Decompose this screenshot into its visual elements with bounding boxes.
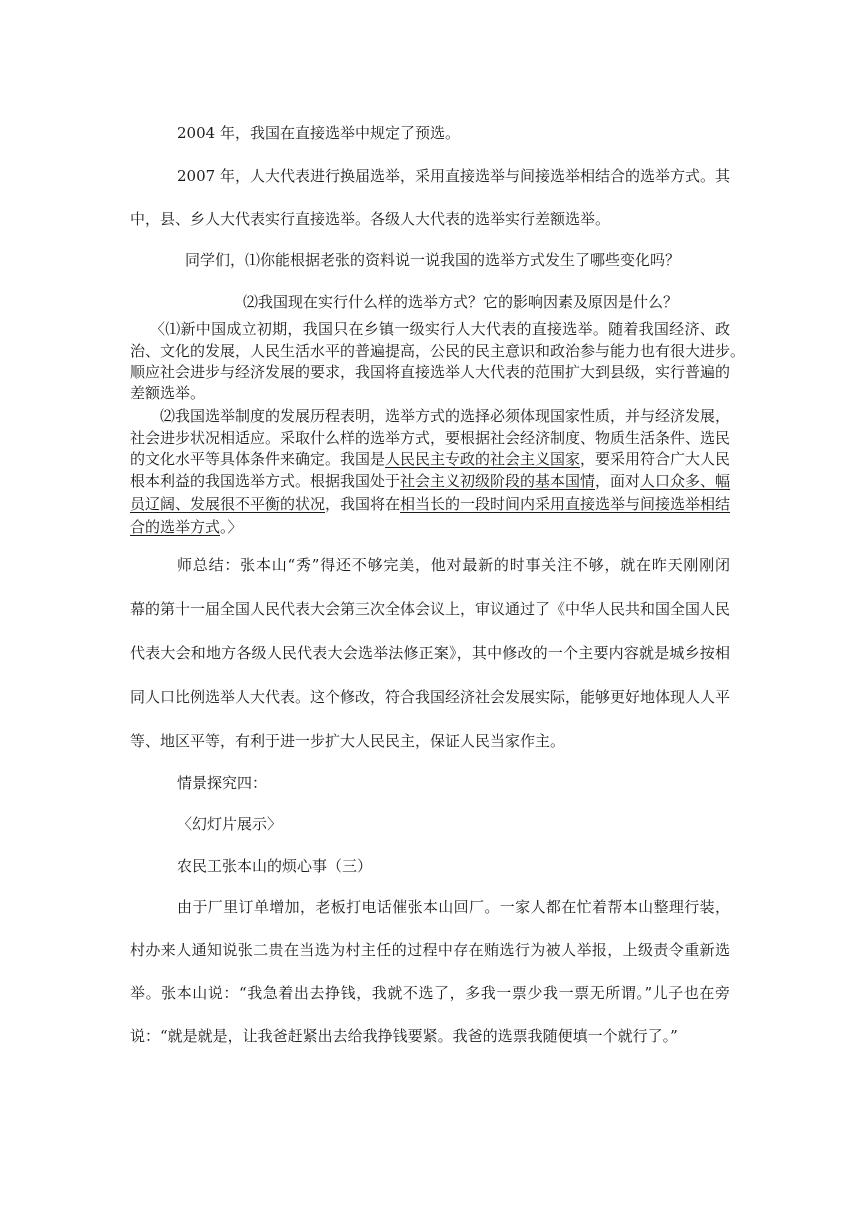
underlined-phrase: 员辽阔、发展很不平衡的状况 [130, 495, 326, 513]
answer-2-line-6 [130, 518, 730, 536]
answer-2-line-6-end: 。〉 [220, 518, 243, 536]
underlined-phrase: 人民民主专政的社会主义国家 [385, 450, 581, 468]
summary-line-5: 等、地区平等，有利于进一步扩大人民民主，保证人民当家作主。 [130, 732, 566, 750]
question-1: 同学们，⑴你能根据老张的资料说一说我国的选举方式发生了哪些变化吗？ [185, 251, 681, 269]
answer-2-line-4 [130, 472, 730, 490]
question-2: ⑵我国现在实行什么样的选举方式？它的影响因素及原因是什么？ [243, 293, 679, 311]
underlined-phrase: 人口众多、幅 [640, 472, 731, 490]
story-line-4: 说：“就是就是，让我爸赶紧出去给我挣钱要紧。我爸的选票我随便填一个就行了。” [130, 1027, 678, 1045]
paragraph-2004: 2004 年，我国在直接选举中规定了预选。 [177, 124, 460, 142]
answer-2-line-2: 社会进步状况相适应。采取什么样的选举方式，要根据社会经济制度、物质生活条件、选民 [130, 429, 731, 447]
slide-note: 〈幻灯片展示〉 [177, 815, 283, 833]
scene-4-heading: 情景探究四： [177, 774, 268, 792]
answer-2-line-5 [130, 495, 730, 513]
answer-2-line-1: ⑵我国选举制度的发展历程表明，选举方式的选择必须体现国家性质，并与经济发展， [160, 407, 731, 425]
summary-line-4: 同人口比例选举人大代表。这个修改，符合我国经济社会发展实际，能够更好地体现人人平 [130, 688, 731, 706]
answer-2-line-3-end: ，要采用符合广大人民 [580, 450, 731, 468]
answer-1-line-1: 〈⑴新中国成立初期，我国只在乡镇一级实行人大代表的直接选举。随着我国经济、政 [150, 320, 730, 338]
summary-line-3: 代表大会和地方各级人民代表大会选举法修正案》，其中修改的一个主要内容就是城乡按相 [130, 644, 730, 662]
story-line-3: 举。张本山说：“我急着出去挣钱，我就不选了，多我一票少我一票无所谓。”儿子也在旁 [130, 984, 730, 1002]
paragraph-2007-line-1: 2007 年，人大代表进行换届选举，采用直接选举与间接选举相结合的选举方式。其 [177, 167, 730, 185]
answer-1-line-2: 治、文化的发展，人民生活水平的普遍提高，公民的民主意识和政治参与能力也有很大进步。 [130, 342, 746, 360]
answer-2-line-5-mid: ，我国将在 [325, 495, 401, 513]
underlined-phrase: 相当长的一段时间内采用直接选举与间接选举相结 [400, 495, 731, 513]
paragraph-2007-line-2: 中，县、乡人大代表实行直接选举。各级人大代表的选举实行差额选举。 [130, 210, 611, 228]
story-title: 农民工张本山的烦心事（三） [177, 857, 373, 875]
summary-line-2: 幕的第十一届全国人民代表大会第三次全体会议上，审议通过了《中华人民共和国全国人民 [130, 600, 731, 618]
answer-2-line-3 [130, 450, 730, 468]
answer-2-line-3-text: 的文化水平等具体条件来确定。我国是 [130, 450, 386, 468]
answer-1-line-4: 差额选举。 [130, 384, 206, 402]
story-line-1: 由于厂里订单增加，老板打电话催张本山回厂。一家人都在忙着帮本山整理行装， [177, 898, 730, 916]
underlined-phrase: 社会主义初级阶段的基本国情 [400, 472, 596, 490]
underlined-phrase: 合的选举方式 [130, 518, 221, 536]
answer-1-line-3: 顺应社会进步与经济发展的要求，我国将直接选举人大代表的范围扩大到县级，实行普遍的 [130, 363, 731, 381]
summary-line-1: 师总结：张本山“秀”得还不够完美，他对最新的时事关注不够，就在昨天刚刚闭 [177, 556, 730, 574]
answer-2-line-4-mid: ，面对 [595, 472, 641, 490]
story-line-2: 村办来人通知说张二贵在当选为村主任的过程中存在贿选行为被人举报，上级责令重新选 [130, 941, 730, 959]
answer-2-line-4-text: 根本利益的我国选举方式。根据我国处于 [130, 472, 401, 490]
